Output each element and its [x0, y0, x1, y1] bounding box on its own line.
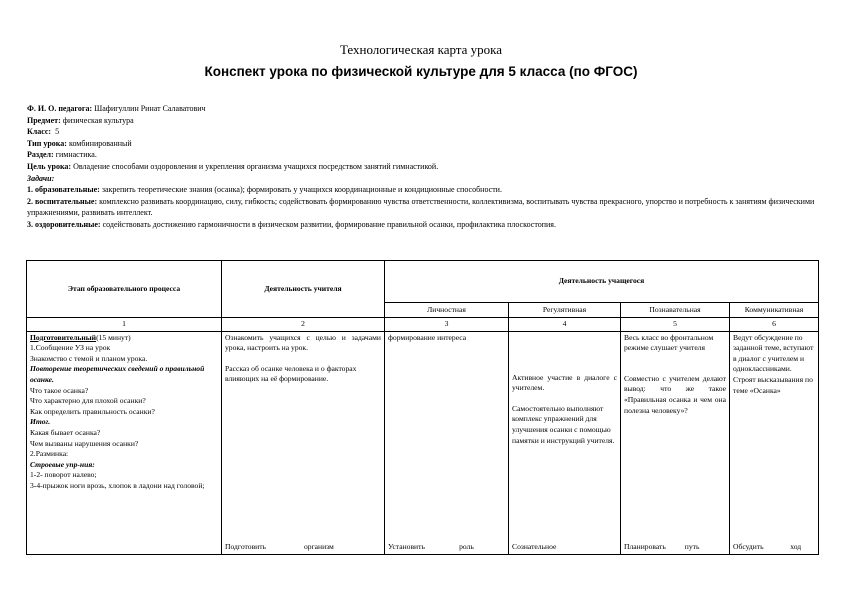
- tasks-row: [27, 173, 817, 185]
- teacher-row: [27, 103, 817, 115]
- lesson-table: [26, 260, 819, 555]
- document-title: Технологическая карта урока: [339, 42, 503, 57]
- tasks-label: Задачи:: [27, 173, 55, 183]
- regulatory-text: Активное участие в диалоге с учителем.: [512, 372, 617, 393]
- teacher-activity-text: Ознакомить учащихся с целью и задачами урока, настроить на урок.: [225, 332, 381, 353]
- column-number: 4: [509, 318, 621, 332]
- stage-line: Строевые упр-ния:: [30, 459, 95, 469]
- column-number: 1: [27, 318, 222, 332]
- header-stage: Этап образовательного процесса: [27, 261, 222, 318]
- task3-row: [27, 219, 817, 231]
- task2-value: комплексно развивать координацию, силу, гибкость; содействовать формированию чувства ответственности, коллективизма, воспитывать чувства прекрасного, упорство и потребность к занятиям физическими упражнениями, развивать интеллект.: [27, 196, 815, 218]
- header-teacher-activity: Деятельность учителя: [222, 261, 385, 318]
- stage-line: Чем вызваны нарушения осанки?: [30, 438, 139, 448]
- grade-label: Класс:: [27, 127, 52, 137]
- regulatory-text: Самостоятельно выполняют комплекс упражнений для улучшения осанки с помощью памятки и инструкций учителя.: [512, 403, 615, 445]
- task1-label: 1. образовательные:: [27, 185, 100, 195]
- subject-value: физическая культура: [62, 115, 134, 125]
- stage-line: 3-4-прыжок ноги врозь, хлопок в ладони над головой;: [30, 480, 205, 490]
- stage-time: (15 минут): [96, 332, 131, 342]
- lesson-type-row: [27, 138, 817, 150]
- task3-label: 3. оздоровительные:: [27, 219, 101, 229]
- teacher-activity-bottom: Подготовить организм: [225, 542, 334, 551]
- header-personal: Личностная: [385, 303, 509, 318]
- subject-row: [27, 115, 817, 127]
- column-number: 5: [621, 318, 730, 332]
- section-label: Раздел:: [27, 150, 54, 160]
- stage-title: Подготовительный: [30, 332, 97, 342]
- task1-value: закрепить теоретические знания (осанка); формировать у учащихся координационные и кондиционные способности.: [101, 185, 502, 195]
- teacher-activity-text: Рассказ об осанке человека и о факторах влияющих на её формирование.: [225, 363, 357, 384]
- stage-line: 1.Сообщение УЗ на урок: [30, 343, 111, 353]
- section-row: [27, 149, 817, 161]
- task2-row: [27, 196, 817, 219]
- personal-text: формирование интереса: [388, 332, 467, 342]
- stage-cell: [27, 331, 222, 554]
- grade-row: [27, 126, 817, 138]
- communicative-cell: [730, 331, 819, 554]
- stage-line: 2.Разминка:: [30, 449, 69, 459]
- stage-line: Какая бывает осанка?: [30, 427, 101, 437]
- cognitive-text: Весь класс во фронтальном режиме слушает учителя: [624, 332, 714, 353]
- teacher-label: Ф. И. О. педагога:: [27, 104, 93, 113]
- regulatory-cell: [509, 331, 621, 554]
- lesson-info: [27, 103, 817, 231]
- lesson-type-value: комбинированный: [68, 138, 132, 148]
- column-number: 2: [222, 318, 385, 332]
- personal-bottom: Установить роль: [388, 542, 474, 551]
- stage-line: Знакомство с темой и планом урока.: [30, 353, 148, 363]
- column-numbers-row: [27, 318, 819, 332]
- cognitive-bottom: Планировать путь: [624, 542, 700, 551]
- column-number: 6: [730, 318, 819, 332]
- header-student-activity: Деятельность учащегося: [385, 261, 819, 303]
- header-communicative: Коммуникативная: [730, 303, 819, 318]
- header-cognitive: Познавательная: [621, 303, 730, 318]
- task2-label: 2. воспитательные:: [27, 196, 98, 206]
- stage-line: Что такое осанка?: [30, 385, 89, 395]
- task1-row: [27, 184, 817, 196]
- cognitive-cell: [621, 331, 730, 554]
- stage-line: Итог.: [30, 417, 51, 427]
- cognitive-text: Совместно с учителем делают вывод: что же такое «Правильная осанка и чем она полезна человеку»?: [624, 373, 726, 415]
- task3-value: содействовать достижению гармоничности в физическом развитии, формирование правильной осанки, профилактика плоскостопия.: [102, 219, 556, 229]
- subject-label: Предмет:: [27, 115, 61, 125]
- header-regulatory: Регулятивная: [509, 303, 621, 318]
- teacher-value: Шафигуллин Ринат Салаватович: [94, 104, 206, 113]
- section-value: гимнастика.: [55, 150, 97, 160]
- stage-line: Что характерно для плохой осанки?: [30, 396, 146, 406]
- communicative-bottom: Обсудить ход: [733, 542, 802, 551]
- grade-value: 5: [55, 127, 60, 137]
- table-row: [27, 331, 819, 554]
- stage-line: Как определить правильность осанки?: [30, 406, 155, 416]
- goal-value: Овладение способами оздоровления и укрепления организма учащихся посредством занятий гимнастикой.: [73, 161, 439, 171]
- goal-label: Цель урока:: [27, 161, 72, 171]
- goal-row: [27, 161, 817, 173]
- lesson-type-label: Тип урока:: [27, 138, 67, 148]
- teacher-activity-cell: [222, 331, 385, 554]
- personal-cell: [385, 331, 509, 554]
- regulatory-bottom: Сознательное: [512, 542, 557, 551]
- column-number: 3: [385, 318, 509, 332]
- stage-line: Повторение теоретических сведений о правильной осанке.: [30, 364, 205, 384]
- document-subtitle: Конспект урока по физической культуре для 5 класса (по ФГОС): [204, 64, 638, 79]
- stage-line: 1-2- поворот налево;: [30, 470, 97, 480]
- communicative-text: Ведут обсуждение по заданной теме, вступают в диалог с учителем и одноклассниками. Строят высказывания по теме «Осанка»: [733, 332, 814, 395]
